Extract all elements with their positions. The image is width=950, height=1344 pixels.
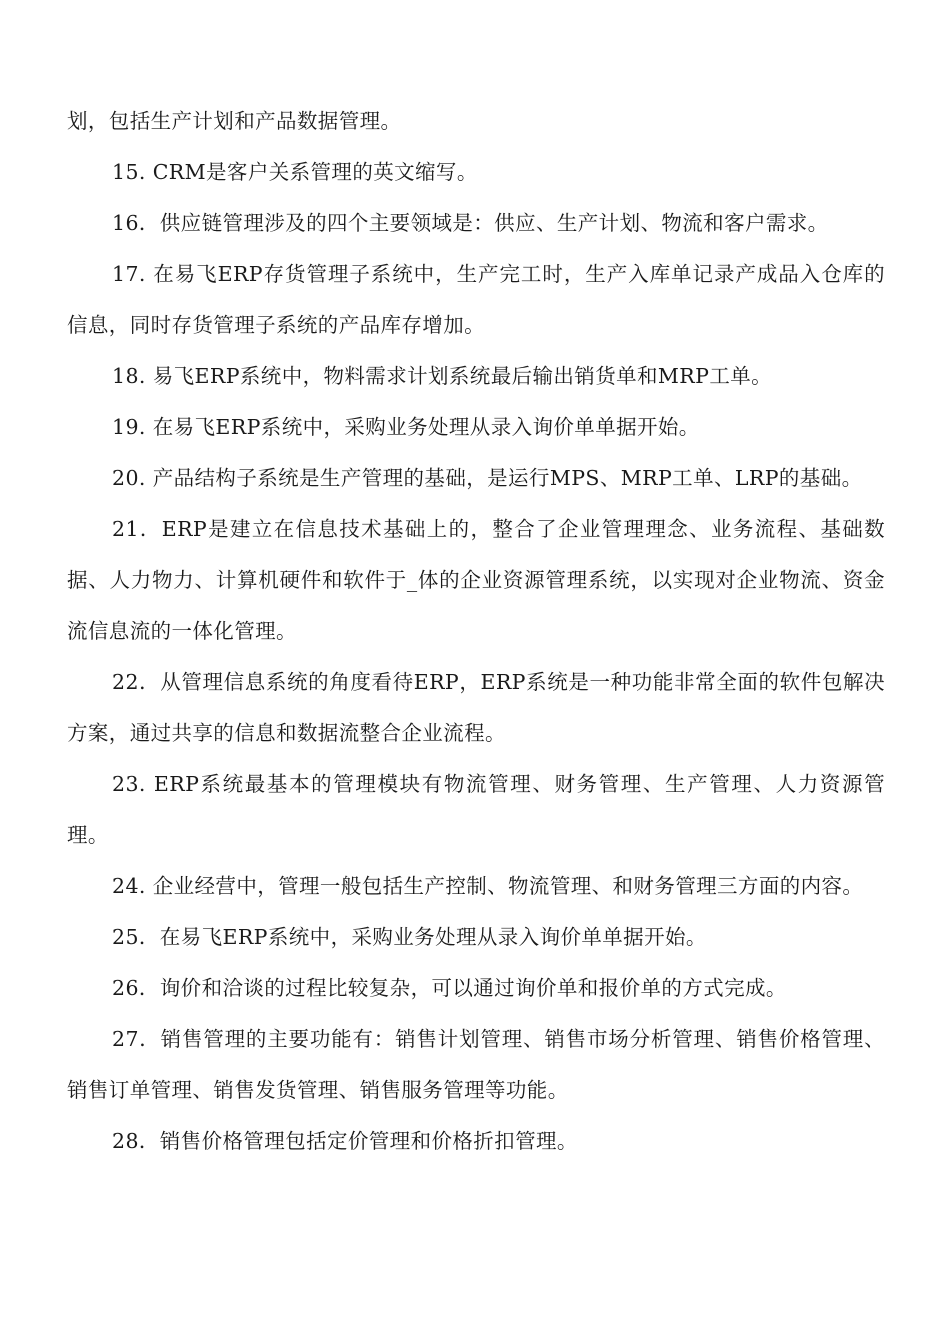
paragraph-item-18: 18. 易飞ERP系统中，物料需求计划系统最后输出销货单和MRP工单。: [112, 364, 773, 388]
paragraph-item-21: 21．ERP是建立在信息技术基础上的，整合了企业管理理念、业务流程、基础数据、人力物力、计算机硬件和软件于_体的企业资源管理系统，以实现对企业物流、资金流信息流的一体化管理。: [67, 517, 885, 643]
paragraph-item-20: 20. 产品结构子系统是生产管理的基础，是运行MPS、MRP工单、LRP的基础。: [112, 466, 863, 490]
paragraph-item-16: 16．供应链管理涉及的四个主要领域是：供应、生产计划、物流和客户需求。: [112, 211, 829, 235]
paragraph-item-27: 27．销售管理的主要功能有：销售计划管理、销售市场分析管理、销售价格管理、销售订单管理、销售发货管理、销售服务管理等功能。: [67, 1027, 885, 1102]
paragraph-item-23: 23. ERP系统最基本的管理模块有物流管理、财务管理、生产管理、人力资源管理。: [67, 772, 885, 847]
paragraph-item-28: 28．销售价格管理包括定价管理和价格折扣管理。: [112, 1129, 578, 1153]
paragraph-item-24: 24. 企业经营中，管理一般包括生产控制、物流管理、和财务管理三方面的内容。: [112, 874, 864, 898]
document-body: [67, 96, 885, 1167]
paragraph-continuation: 划，包括生产计划和产品数据管理。: [67, 109, 402, 133]
paragraph-item-26: 26．询价和洽谈的过程比较复杂，可以通过询价单和报价单的方式完成。: [112, 976, 787, 1000]
paragraph-item-25: 25．在易飞ERP系统中，采购业务处理从录入询价单单据开始。: [112, 925, 707, 949]
paragraph-item-22: 22．从管理信息系统的角度看待ERP，ERP系统是一种功能非常全面的软件包解决方案，通过共享的信息和数据流整合企业流程。: [67, 670, 885, 745]
paragraph-item-17: 17. 在易飞ERP存货管理子系统中，生产完工时，生产入库单记录产成品入仓库的信息，同时存货管理子系统的产品库存增加。: [67, 262, 885, 337]
paragraph-item-15: 15. CRM是客户关系管理的英文缩写。: [112, 160, 478, 184]
paragraph-item-19: 19. 在易飞ERP系统中，采购业务处理从录入询价单单据开始。: [112, 415, 700, 439]
